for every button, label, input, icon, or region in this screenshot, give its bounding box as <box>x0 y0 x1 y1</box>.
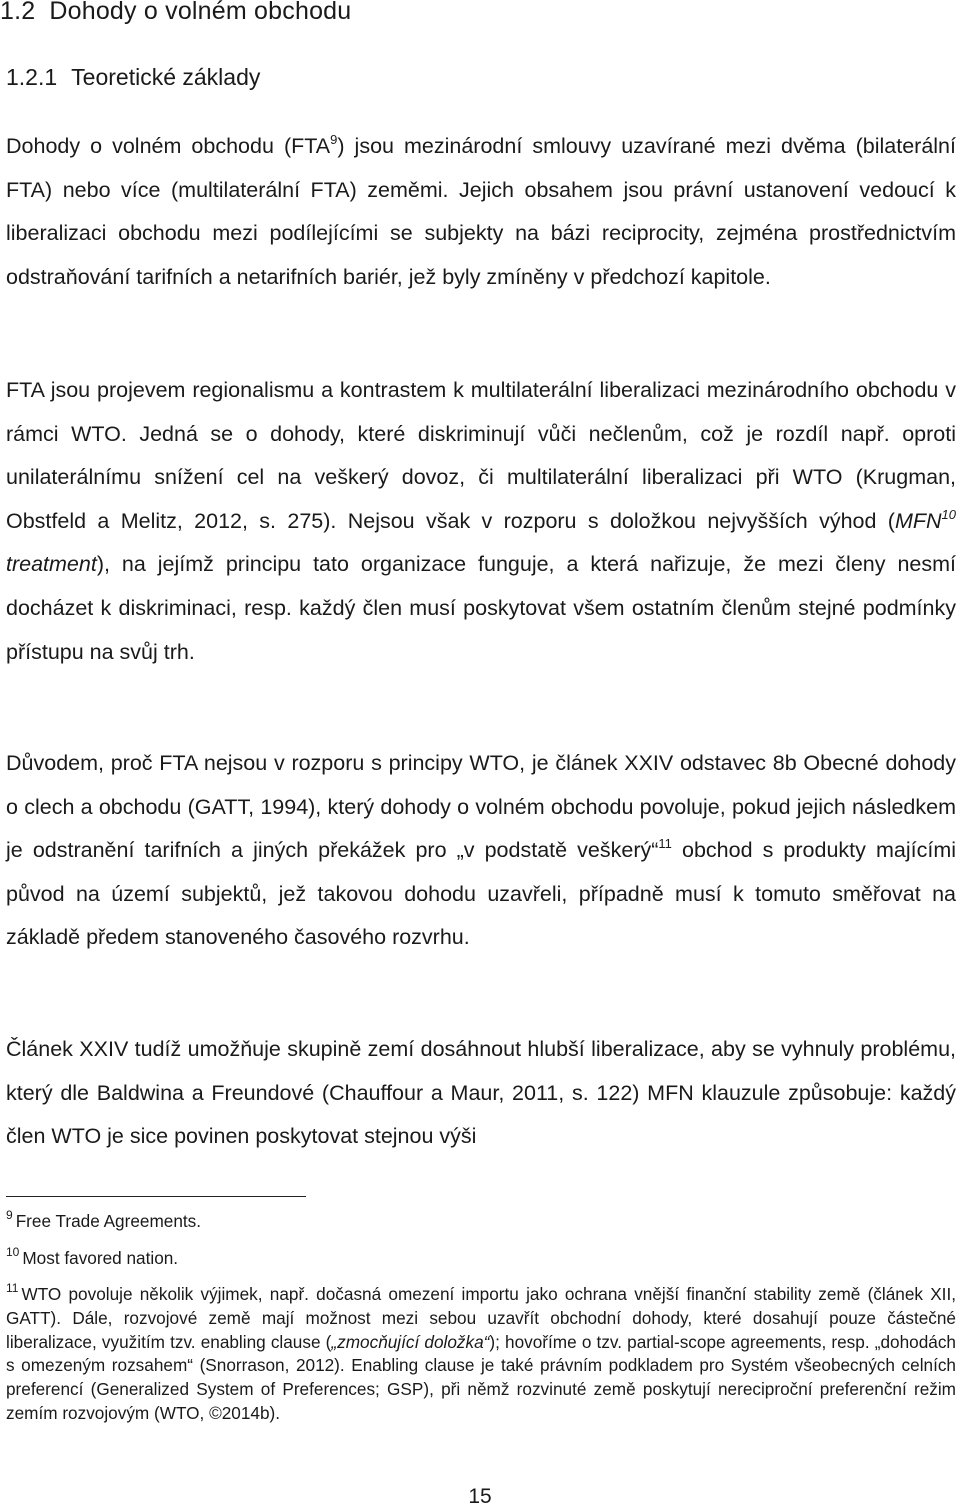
paragraph-1 <box>6 125 956 299</box>
footnote-10 <box>6 1247 956 1271</box>
paragraph-2-mfn: MFN <box>894 508 942 533</box>
paragraph-2-treatment: treatment <box>6 552 97 577</box>
paragraph-2 <box>6 369 956 674</box>
footnote-11-part-b: ); hovoříme o tzv. partial-scope agreements, resp. „dohodách s omezeným rozsahem“ (Snorrason, 2012). Enabling clause je také právním podkladem pro Systém všeobecných celních preferencí (Generalized System of Preferences; GSP), při němž rozvinuté země poskytují nereciproční preferenční režim zemím rozvojovým (WTO, ©2014b). <box>6 1331 956 1423</box>
paragraph-1-part-a: Dohody o volném obchodu (FTA <box>6 134 331 158</box>
footnote-11-mark: 11 <box>6 1281 19 1295</box>
section-number: 1.2 <box>0 0 36 25</box>
footnote-9 <box>6 1210 956 1234</box>
page-number: 15 <box>468 1485 492 1508</box>
footnote-11-emphasis: „zmocňující doložka“ <box>331 1331 490 1352</box>
subsection-number: 1.2.1 <box>6 64 58 90</box>
footnote-9-text: Free Trade Agreements. <box>15 1211 202 1231</box>
footnote-11-part-a: WTO povoluje několik výjimek, např. dočasná omezení importu jako ochrana vnější finanční stability země (článek XII, GATT). Dále, rozvojové země mají možnost mezi sebou uzavřít obchodní dohody, které dosahují pouze částečné liberalizace, využitím tzv. enabling clause ( <box>6 1284 956 1352</box>
subsection-title: Teoretické základy <box>71 64 261 90</box>
footnote-separator <box>6 1196 306 1197</box>
footnote-ref-10[interactable]: 10 <box>941 506 956 522</box>
paragraph-2-part-b: ), na jejímž principu tato organizace funguje, a která nařizuje, že mezi členy nesmí docházet k diskriminaci, resp. každý člen musí poskytovat všem ostatním členům stejné podmínky přístupu na svůj trh. <box>6 552 956 664</box>
section-title: Dohody o volném obchodu <box>49 0 352 25</box>
paragraph-4: Článek XXIV tudíž umožňuje skupině zemí dosáhnout hlubší liberalizace, aby se vyhnuly problému, který dle Baldwina a Freundové (Chauffour a Maur, 2011, s. 122) MFN klauzule způsobuje: každý člen WTO je sice povinen poskytovat stejnou výši <box>6 1037 956 1149</box>
paragraph-1-part-b: ) jsou mezinárodní smlouvy uzavírané mezi dvěma (bilaterální FTA) nebo více (multilaterální FTA) zeměmi. Jejich obsahem jsou právní ustanovení vedoucí k liberalizaci obchodu mezi podílejícími se subjekty na bázi reciprocity, zejména prostřednictvím odstraňování tarifních a netarifních bariér, jež byly zmíněny v předchozí kapitole. <box>6 134 956 289</box>
paragraph-3-part-a: Důvodem, proč FTA nejsou v rozporu s principy WTO, je článek XXIV odstavec 8b Obecné dohody o clech a obchodu (GATT, 1994), který dohody o volném obchodu povoluje, pokud jejich následkem je odstranění tarifních a jiných překážek pro „v podstatě veškerý“ <box>6 751 956 863</box>
footnote-9-mark: 9 <box>6 1208 13 1222</box>
section-heading <box>0 0 351 26</box>
footnote-10-text: Most favored nation. <box>22 1248 179 1268</box>
footnote-10-mark: 10 <box>6 1245 20 1259</box>
footnote-11 <box>6 1283 956 1426</box>
subsection-heading <box>6 64 260 91</box>
paragraph-2-part-a: FTA jsou projevem regionalismu a kontrastem k multilaterální liberalizaci mezinárodního obchodu v rámci WTO. Jedná se o dohody, které diskriminují vůči nečlenům, což je rozdíl např. oproti unilaterálnímu snížení cel na veškerý dovoz, či multilaterální liberalizaci při WTO (Krugman, Obstfeld a Melitz, 2012, s. 275). Nejsou však v rozporu s doložkou nejvyšších výhod ( <box>6 378 956 533</box>
paragraph-3-part-b: obchod s produkty majícími původ na území subjektů, jež takovou dohodu uzavřeli, případně musí k tomuto směřovat na základě předem stanoveného časového rozvrhu. <box>6 838 957 950</box>
paragraph-3 <box>6 742 956 960</box>
footnote-ref-9[interactable]: 9 <box>330 132 338 147</box>
footnote-ref-11[interactable]: 11 <box>658 836 672 852</box>
